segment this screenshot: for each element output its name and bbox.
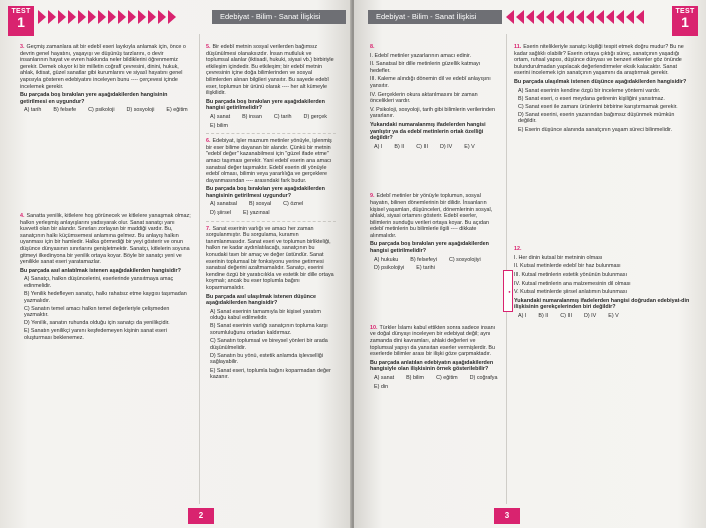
answer-options bbox=[210, 309, 336, 381]
column-divider bbox=[199, 34, 200, 504]
question-4 bbox=[20, 213, 192, 342]
option-e[interactable]: E) Sanat eseri, toplumla bağını koparmadan değer kazanır. bbox=[210, 367, 331, 381]
numbered-statements bbox=[370, 53, 500, 120]
right-page bbox=[354, 0, 706, 528]
option-e[interactable]: E) V bbox=[464, 143, 475, 150]
option-b[interactable]: B) II bbox=[538, 312, 549, 319]
option-a[interactable]: A) Sanat eserinin tamamıyla bir kişisel yaratım olduğu kabul edilmelidir. bbox=[210, 308, 321, 322]
option-a[interactable]: A) I bbox=[374, 143, 383, 150]
answer-options bbox=[374, 144, 500, 151]
question-10 bbox=[370, 325, 500, 390]
statement-iii: III. Kaleme alındığı dönemin dil ve edebî anlayışını yansıtır. bbox=[370, 76, 491, 89]
column-divider bbox=[506, 34, 507, 504]
option-d[interactable]: D) psikolojiyi bbox=[374, 265, 405, 272]
option-c[interactable]: C) sosyolojiyi bbox=[448, 256, 481, 263]
option-d[interactable]: D) IV bbox=[439, 143, 453, 150]
option-a[interactable]: A) sanatsal bbox=[210, 201, 237, 208]
question-number: 8. bbox=[370, 44, 375, 50]
option-b[interactable]: B) Sanat eseri, o eseri meydana getirenin kişiliğini yansıtmaz. bbox=[518, 95, 665, 102]
question-number: 4. bbox=[20, 212, 25, 219]
option-d[interactable]: D) sosyoloji bbox=[126, 107, 155, 114]
option-e[interactable]: E) yazınsal bbox=[242, 210, 270, 217]
statement-ii: II. Kutsal metinlerde edebî bir haz bulunması bbox=[514, 263, 621, 270]
option-b[interactable]: B) felsefeyi bbox=[410, 256, 437, 263]
option-a[interactable]: A) I bbox=[518, 312, 527, 319]
option-d[interactable]: D) Yenilik, sanatın ruhunda olduğu için sanatçı da yenilikçidir. bbox=[24, 320, 170, 327]
question-number: 10. bbox=[370, 324, 378, 331]
option-b[interactable]: B) felsefe bbox=[53, 107, 77, 114]
option-d[interactable]: D) gerçek bbox=[303, 113, 327, 120]
statement-v: V. Kutsal metinlerde şiirsel anlatımın bulunması bbox=[514, 289, 628, 296]
option-a[interactable]: A) sanat bbox=[374, 375, 395, 381]
option-a[interactable]: A) Sanatçı, halkın düşüncelerini, eserlerinde yansıtmaya amaç edinmelidir. bbox=[24, 276, 174, 289]
option-d[interactable]: D) Sanatın bu yönü, estetik anlamda işlevselliği sağlayabilir. bbox=[210, 352, 323, 366]
question-number: 11. bbox=[514, 44, 522, 50]
statement-iv: IV. Gerçeklerin okura aktarılmasını bir zaman öncelikleri vardır. bbox=[370, 91, 478, 105]
option-b[interactable]: B) Sanat eserinin varlığı sanatçının topluma karşı sorumluluğunu ortadan kaldırmaz. bbox=[210, 323, 328, 337]
option-b[interactable]: B) bilim bbox=[406, 375, 425, 381]
chevron-decoration bbox=[506, 10, 646, 24]
question-prompt: Bu parçada asıl ulaşılmak istenen düşünce aşağıdakilerden hangisidir? bbox=[206, 293, 316, 307]
option-e[interactable]: E) bilim bbox=[210, 122, 228, 129]
option-d[interactable]: D) şiirsel bbox=[210, 210, 231, 217]
question-prompt: Bu parçada asıl anlatılmak istenen aşağıdakilerden hangisidir? bbox=[20, 267, 181, 274]
question-9 bbox=[370, 193, 500, 272]
option-d[interactable]: D) coğrafya bbox=[469, 375, 498, 381]
subject-title: Edebiyat - Bilim - Sanat İlişkisi bbox=[376, 12, 477, 21]
test-label: TEST bbox=[11, 8, 31, 15]
option-c[interactable]: C) tarih bbox=[273, 113, 292, 120]
question-text: Geçmiş zamanlara ait bir edebî eseri layıkıyla anlamak için, önce o devrin genel hayatını, yaşayışı ve düşünüş tarzlarını, o devir insanlarının hayat ve evren hakkında neler bildiklerini öğrenmemiz gerekir. Demek oluyor ki bir milletin coğrafî çevresini, dinini, hukuk, ahlak, iktisat, güzel sanatlar gibi kurumlarını ve siyasî hayatını genel yapısıyla gösteren edebiyatını inceleyen bunu ---- çerçevesi içinde incelemek gerekir. bbox=[20, 44, 186, 90]
header-subject-bar bbox=[368, 10, 502, 24]
statement-iv: IV. Kutsal metinlerin ana malzemesinin dil olması bbox=[514, 280, 631, 287]
question-prompt: Yukarıdaki numaralanmış ifadelerden hangisi doğrudan edebiyat-din ilişkisinin gerekçelerinden biri değildir? bbox=[514, 297, 690, 311]
question-number: 5. bbox=[206, 44, 211, 50]
answer-options bbox=[518, 313, 692, 320]
left-column-2 bbox=[206, 44, 336, 384]
page-number: 2 bbox=[188, 508, 214, 524]
option-b[interactable]: B) II bbox=[394, 143, 405, 150]
option-a[interactable]: A) hukuku bbox=[374, 256, 399, 263]
option-d[interactable]: D) Sanat eserini, eserin yazarından bağımsız düşünmek mümkün değildir. bbox=[518, 111, 675, 125]
question-8 bbox=[370, 44, 500, 150]
question-prompt: Bu parçada anlatılan edebiyatın aşağıdakilerden hangisiyle olan ilişkisinin örnek gösterilebilir? bbox=[370, 359, 494, 373]
option-e[interactable]: E) V bbox=[608, 312, 619, 319]
question-5 bbox=[206, 44, 336, 129]
question-prompt: Bu parçada boş bırakılan yere aşağıdakilerden hangisinin getirilmesi en uygundur? bbox=[20, 92, 168, 105]
left-page bbox=[0, 0, 352, 528]
question-text: Eserin nitelikleriyle sanatçı kişiliği tespit etmek doğru mudur? Bu ne kadar sağlıklı olabilir? Eserin ortaya çıktığı süreç, sanatçının yaşadığı ortam, ruhsal yapısı, düşünce dünyası ve benzeri etkenler göz önünde bulundurulmadan yapılacak değerlendirmeler eksik kalacaktır. Sanat eserini incelemek için sanatçının yaşamını da araştırmak gerekir. bbox=[514, 44, 684, 77]
option-a[interactable]: A) tarih bbox=[24, 107, 42, 114]
question-number: 12. bbox=[514, 246, 522, 253]
question-prompt: Yukarıdaki numaralanmış ifadelerden hangisi yanlıştır ya da edebî metinlerin ortak özelliği değildir? bbox=[370, 121, 486, 142]
statement-i: I. Edebî metinler yazarlarının amacı edinir. bbox=[370, 52, 471, 59]
numbered-statements bbox=[514, 255, 692, 296]
subject-title: Edebiyat - Bilim - Sanat İlişkisi bbox=[220, 12, 321, 21]
option-a[interactable]: A) sanat bbox=[210, 113, 231, 120]
option-e[interactable]: E) eğitim bbox=[166, 107, 188, 114]
question-prompt: Bu parçada boş bırakılan yere aşağıdakilerden hangisi getirilmelidir? bbox=[370, 241, 489, 255]
option-e[interactable]: E) tarihi bbox=[416, 265, 435, 272]
question-number: 7. bbox=[206, 225, 211, 232]
option-c[interactable]: C) psikoloji bbox=[88, 107, 115, 114]
question-text: Sanat eserinin varlığı ve amacı her zaman sorgulanmıştır. Bu sorgulama, kuramın tanımlanmasıdır. Sanat eseri ve toplumun birlikteliği, halkın ne kadar aydınlatılacağı, sanatçının bu konudaki tavrı bir amaç ve değer üstündür. Sanat eserinin toplumsal bir fonksiyonu yerine getirmesi sanatsal değerini azaltmamalıdır. Sanatçı, eserini kendine özgü bir yaratıcılıkla ve estetik bir dille ortaya koymalı; ancak bu eser toplumla bağını koparmamalıdır. bbox=[206, 225, 334, 291]
right-column-1 bbox=[370, 44, 500, 393]
question-number: 6. bbox=[206, 138, 211, 145]
question-text: Edebiyat, işler maznum metinler yönüyle, işlenmiş bir eser bilime dayanan bir alandır. Çünkü bir metnin "edebî değer" kazanabilmesi için "güzel ifade etme" amacı taşıması gerekir. Yani edebî eserin ana amacı sanatsal değer taşımaktır. Edebî eserin dil yönüyle edebî olması, bilimin veya yararlılığa ve gerçeklere dayanmasından ---- arasındaki fark budur. bbox=[206, 138, 332, 184]
statement-ii: II. Sanatsal bir dille metinlerin güzellik katmayı hedefler. bbox=[370, 61, 481, 74]
test-badge bbox=[672, 6, 698, 36]
test-number: 1 bbox=[17, 14, 25, 30]
question-number: 3. bbox=[20, 44, 25, 50]
question-text: Bir edebî metnin sosyal verilerden bağımsız düşünülmesi olanaksızdır. İnsan mutluluk ve toplumsal alanlar (iktisadi, hukuki, siyasi vb.) birbiriyle etkileşim içindedir. Bu etkileşim; bir edebî metnin çevresinin içine doğa bilimlerinden ve sosyal bilimlerden alınan bilgileri yansıtır. Bu sayede edebî eser, toplumun bir ürünü olarak ---- her alt kümeyle ilişkilidir. bbox=[206, 44, 334, 97]
option-e[interactable]: E) Sanatın yenilikçi yanını keşfedemeyen kişinin sanat eseri oluşturması beklenemez. bbox=[24, 328, 167, 342]
statement-v: V. Psikoloji, sosyoloji, tarih gibi bilimlerin verilerinden yararlanır. bbox=[370, 106, 496, 120]
divider bbox=[206, 221, 336, 222]
test-badge bbox=[8, 6, 34, 36]
answer-options bbox=[210, 201, 336, 216]
option-c[interactable]: C) Sanatın toplumsal ve bireysel yönleri bir arada düşünülmelidir. bbox=[210, 338, 328, 351]
option-b[interactable]: B) insan bbox=[242, 113, 262, 120]
statement-iii: III. Kutsal metinlerin estetik yönünün bulunması bbox=[514, 271, 627, 278]
question-7 bbox=[206, 226, 336, 381]
option-e[interactable]: E) Eserin düşünce alanında sanatçının yaşam süreci bilinmelidir. bbox=[518, 126, 673, 133]
option-c[interactable]: C) III bbox=[560, 312, 572, 319]
answer-options bbox=[24, 276, 192, 341]
option-c[interactable]: C) III bbox=[416, 143, 428, 150]
page-number: 3 bbox=[494, 508, 520, 524]
question-text: Türkler İslamı kabul ettikten sonra sadece insanı ve doğal dünyayı inceleyen bir edebiyat değil; aynı zamanda dini kavramları, ahlaki değerleri ve toplumsal yapıyı da yansıtan eserler vermişlerdir. Bu eserlerde bilimler arası bir ilişki göze çarpmaktadır. bbox=[370, 324, 496, 358]
question-prompt: Bu parçada boş bırakılan yere aşağıdakilerden hangisi getirilmelidir? bbox=[206, 98, 325, 112]
right-column-2 bbox=[514, 44, 692, 322]
option-a[interactable]: A) Sanat eserinin kendine özgü bir inceleme yöntemi vardır. bbox=[518, 87, 661, 94]
test-number: 1 bbox=[681, 14, 689, 30]
publisher-logo: ● bbox=[503, 270, 513, 312]
option-e[interactable]: E) din bbox=[374, 383, 389, 390]
option-d[interactable]: D) IV bbox=[583, 312, 597, 319]
statement-i: I. Her dinin kutsal bir metninin olması bbox=[514, 254, 603, 261]
question-number: 9. bbox=[370, 193, 375, 200]
question-6 bbox=[206, 138, 336, 217]
option-c[interactable]: C) öznel bbox=[283, 201, 304, 208]
chevron-decoration bbox=[38, 10, 178, 24]
question-12 bbox=[514, 246, 692, 319]
option-c[interactable]: C) eğitim bbox=[436, 375, 458, 381]
left-column-1 bbox=[20, 44, 192, 345]
test-label: TEST bbox=[675, 8, 695, 15]
question-text: Edebî metinler bir yönüyle toplumun, sosyal hayatın, bilinen dönemlerinin bir dilidir. İnsanların kişisel yaşamları, düşünceleri, dönemlerinin sosyal, ahlaki, siyasi ortamını gösterir. Edebî eserler, bilimlerin sunduğu verileri ortaya koyar. Bu açıdan edebî metinlerin bu bilimlerle ilgili ---- dikkate alınmalıdır. bbox=[370, 193, 493, 239]
divider bbox=[206, 133, 336, 134]
question-3 bbox=[20, 44, 192, 114]
question-prompt: Bu parçada boş bırakılan yere aşağıdakilerden hangisinin getirilmesi uygundur? bbox=[206, 186, 325, 199]
answer-options bbox=[374, 257, 500, 272]
option-b[interactable]: B) sosyal bbox=[248, 201, 272, 208]
option-c[interactable]: C) Sanat eseri ile zamanı ürünlerini birbirine karıştırmamak gerekir. bbox=[518, 103, 678, 110]
answer-options bbox=[518, 88, 692, 134]
answer-options bbox=[210, 114, 336, 129]
question-text: Sanatta yenilik, kitlelere hoş görünecek ve kitlelere yanaşmak olmaz; halkın yerleşmiş anlayışlarını yadsıyarak olur. Sanat sanatçı yanı kuvvetli olan bir alandır. Sınırları zorlayan bir maddiği vardır. Bu, sanatçının halkı küçümsemesi anlamına gelmez. Bu anlayış halkın uyanması için bir hamledir. Halka görmediği bir yeyi gösterir ve onun düşünce dünyasının sınırlarını genişletmektir. Sanatçı, kitlelerin soyuna gitmeyi ilkedinyona bir yenilik ortaya koyar. Böyle bir sanatçı yeni ve yenilikle sanat eseri yaratamazlar. bbox=[20, 212, 191, 266]
option-c[interactable]: C) Sanatın temel amacı halkın temel değerleriyle çelişmeden yazmaktır. bbox=[24, 305, 170, 319]
answer-options bbox=[374, 375, 500, 390]
question-prompt: Bu parçada ulaşılmak istenen düşünce aşağıdakilerden hangisidir? bbox=[514, 78, 687, 85]
option-b[interactable]: B) Yenilik hedefleyen sanatçı, halkı rahatsız etme kaygısı taşımadan yazmalıdır. bbox=[24, 290, 187, 304]
question-11 bbox=[514, 44, 692, 133]
answer-options bbox=[24, 107, 192, 114]
header-subject-bar bbox=[212, 10, 346, 24]
